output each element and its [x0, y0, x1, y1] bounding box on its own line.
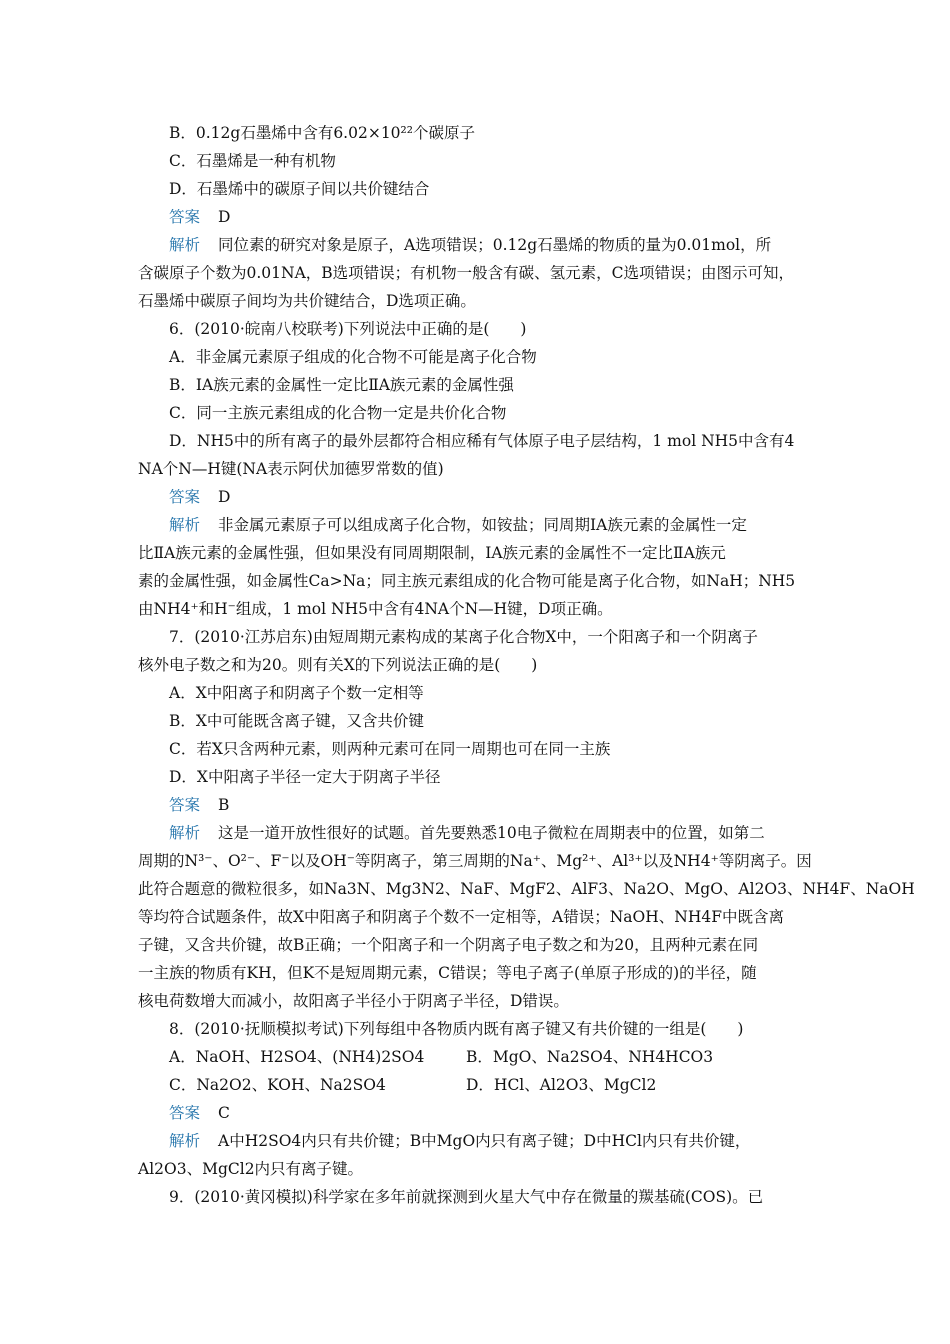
q7-option-a: A．X中阳离子和阴离子个数一定相等 — [169, 684, 424, 702]
q6-option-d: D．NH5中的所有离子的最外层都符合相应稀有气体原子电子层结构，1 mol NH5中含有4 — [169, 432, 795, 450]
q6-explanation-line: 由NH4⁺和H⁻组成，1 mol NH5中含有4NA个N—H键，D项正确。 — [138, 600, 613, 618]
q6-option-c: C．同一主族元素组成的化合物一定是共价化合物 — [169, 404, 507, 422]
q6-explanation-line: 解析 非金属元素原子可以组成离子化合物，如铵盐；同周期ⅠA族元素的金属性一定 — [169, 516, 747, 534]
answer-value: C — [218, 1104, 230, 1122]
q6-answer — [169, 487, 230, 507]
explanation-label: 解析 — [169, 236, 201, 254]
q5-option-b: B．0.12g石墨烯中含有6.02×10²²个碳原子 — [169, 124, 475, 142]
answer-label: 答案 — [169, 1104, 201, 1122]
explanation-label: 解析 — [169, 1132, 201, 1150]
answer-label: 答案 — [169, 208, 201, 226]
q6-explanation-line: 比ⅡA族元素的金属性强，但如果没有同周期限制，ⅠA族元素的金属性不一定比ⅡA族元 — [138, 544, 726, 562]
q8-option-c: C．Na2O2、KOH、Na2SO4 — [169, 1076, 386, 1094]
q7-explanation-line: 周期的N³⁻、O²⁻、F⁻以及OH⁻等阴离子，第三周期的Na⁺、Mg²⁺、Al³⁺以及NH4⁺等阴离子。因 — [138, 852, 812, 870]
q8-explanation-line: 解析 A中H2SO4内只有共价键；B中MgO内只有离子键；D中HCl内只有共价键， — [169, 1132, 751, 1150]
q6-explanation-line: 素的金属性强，如金属性Ca>Na；同主族元素组成的化合物可能是离子化合物，如NaH；NH5 — [138, 572, 796, 590]
q8-option-b: B．MgO、Na2SO4、NH4HCO3 — [466, 1048, 714, 1066]
q7-explanation-line: 子键，又含共价键，故B正确；一个阳离子和一个阴离子电子数之和为20，且两种元素在同 — [138, 936, 759, 954]
answer-value: B — [218, 796, 230, 814]
answer-label: 答案 — [169, 796, 201, 814]
q7-explanation-line: 一主族的物质有KH，但K不是短周期元素，C错误；等电子离子(单原子形成的)的半径，随 — [138, 964, 757, 982]
answer-label: 答案 — [169, 488, 201, 506]
q5-explanation-line: 解析 同位素的研究对象是原子，A选项错误；0.12g石墨烯的物质的量为0.01mol，所 — [169, 236, 772, 254]
answer-value: D — [218, 488, 231, 506]
q6-option-b: B．ⅠA族元素的金属性一定比ⅡA族元素的金属性强 — [169, 376, 514, 394]
q5-explanation-line: 石墨烯中碳原子间均为共价键结合，D选项正确。 — [138, 292, 476, 310]
q7-option-c: C．若X只含两种元素，则两种元素可在同一周期也可在同一主族 — [169, 740, 611, 758]
q5-explanation-line: 含碳原子个数为0.01NA，B选项错误；有机物一般含有碳、氢元素，C选项错误；由图示可知， — [138, 264, 795, 282]
q6-stem: 6．(2010·皖南八校联考)下列说法中正确的是( ) — [169, 320, 527, 338]
explanation-label: 解析 — [169, 824, 201, 842]
q7-option-d: D．X中阳离子半径一定大于阴离子半径 — [169, 768, 441, 786]
q8-option-a: A．NaOH、H2SO4、(NH4)2SO4 — [169, 1048, 425, 1066]
answer-value: D — [218, 208, 231, 226]
q5-option-d: D．石墨烯中的碳原子间以共价键结合 — [169, 180, 430, 198]
q5-answer — [169, 207, 230, 227]
q6-option-a: A．非金属元素原子组成的化合物不可能是离子化合物 — [169, 348, 537, 366]
q7-explanation-line: 核电荷数增大而减小，故阳离子半径小于阴离子半径，D错误。 — [138, 992, 569, 1010]
q7-option-b: B．X中可能既含离子键，又含共价键 — [169, 712, 424, 730]
q8-answer — [169, 1103, 230, 1123]
q8-stem: 8．(2010·抚顺模拟考试)下列每组中各物质内既有离子键又有共价键的一组是( ) — [169, 1020, 744, 1038]
q7-explanation-line: 此符合题意的微粒很多，如Na3N、Mg3N2、NaF、MgF2、AlF3、Na2O、MgO、Al2O3、NH4F、NaOH — [138, 880, 915, 898]
q7-explanation-line: 等均符合试题条件，故X中阳离子和阴离子个数不一定相等，A错误；NaOH、NH4F中既含离 — [138, 908, 784, 926]
q7-explanation-line: 解析 这是一道开放性很好的试题。首先要熟悉10电子微粒在周期表中的位置，如第二 — [169, 824, 765, 842]
q7-stem: 7．(2010·江苏启东)由短周期元素构成的某离子化合物X中，一个阳离子和一个阴离子 — [169, 628, 758, 646]
q6-option-d-cont: NA个N—H键(NA表示阿伏加德罗常数的值) — [138, 460, 444, 478]
q9-stem: 9．(2010·黄冈模拟)科学家在多年前就探测到火星大气中存在微量的羰基硫(COS)。已 — [169, 1188, 764, 1206]
q8-explanation-line: Al2O3、MgCl2内只有离子键。 — [138, 1160, 364, 1178]
q5-option-c: C．石墨烯是一种有机物 — [169, 152, 336, 170]
explanation-label: 解析 — [169, 516, 201, 534]
q8-option-d: D．HCl、Al2O3、MgCl2 — [466, 1076, 657, 1094]
q7-answer — [169, 795, 229, 815]
q7-stem-cont: 核外电子数之和为20。则有关X的下列说法正确的是( ) — [138, 656, 538, 674]
